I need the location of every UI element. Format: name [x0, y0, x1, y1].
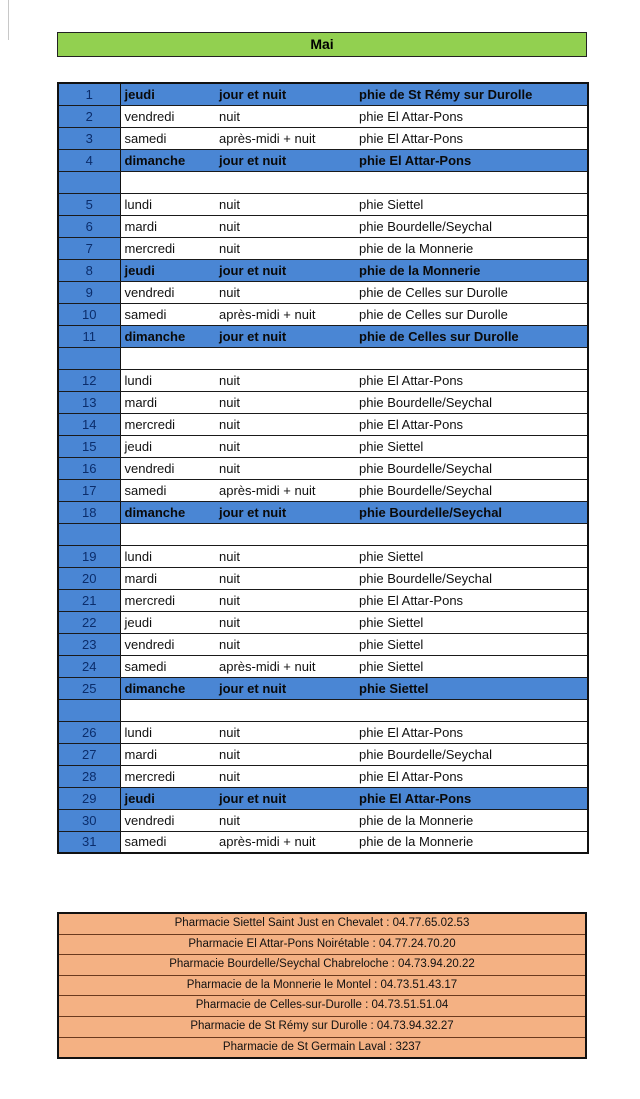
period-cell: jour et nuit	[215, 787, 355, 809]
duty-schedule-table	[57, 82, 589, 854]
period-cell: après-midi + nuit	[215, 655, 355, 677]
pharmacy-cell: phie El Attar-Pons	[355, 721, 588, 743]
period-cell: après-midi + nuit	[215, 127, 355, 149]
schedule-row	[58, 545, 588, 567]
period-cell: nuit	[215, 369, 355, 391]
period-cell: nuit	[215, 567, 355, 589]
schedule-row	[58, 501, 588, 523]
day-number-cell: 7	[58, 237, 120, 259]
day-number-cell: 23	[58, 633, 120, 655]
weekday-cell: dimanche	[120, 325, 215, 347]
weekday-cell: dimanche	[120, 677, 215, 699]
day-number-cell: 16	[58, 457, 120, 479]
pharmacy-cell: phie El Attar-Pons	[355, 765, 588, 787]
schedule-row	[58, 237, 588, 259]
day-number-cell: 17	[58, 479, 120, 501]
pharmacy-cell: phie Bourdelle/Seychal	[355, 479, 588, 501]
pharmacy-cell: phie El Attar-Pons	[355, 105, 588, 127]
weekday-cell: mardi	[120, 567, 215, 589]
period-cell: nuit	[215, 215, 355, 237]
period-cell: nuit	[215, 413, 355, 435]
pharmacy-contact-line: Pharmacie Bourdelle/Seychal Chabreloche : 04.73.94.20.22	[59, 955, 585, 976]
separator-num-cell	[58, 347, 120, 369]
pharmacy-contact-line: Pharmacie de la Monnerie le Montel : 04.73.51.43.17	[59, 976, 585, 997]
schedule-row	[58, 413, 588, 435]
weekday-cell: samedi	[120, 127, 215, 149]
page-corner-divider	[0, 0, 9, 40]
day-number-cell: 15	[58, 435, 120, 457]
period-cell: jour et nuit	[215, 149, 355, 171]
pharmacy-cell: phie Bourdelle/Seychal	[355, 567, 588, 589]
period-cell: après-midi + nuit	[215, 479, 355, 501]
pharmacy-cell: phie Bourdelle/Seychal	[355, 391, 588, 413]
schedule-row	[58, 259, 588, 281]
schedule-row	[58, 677, 588, 699]
day-number-cell: 10	[58, 303, 120, 325]
weekday-cell: vendredi	[120, 281, 215, 303]
schedule-row	[58, 831, 588, 853]
weekday-cell: vendredi	[120, 809, 215, 831]
schedule-row	[58, 611, 588, 633]
weekday-cell: mercredi	[120, 237, 215, 259]
pharmacy-contact-line: Pharmacie de St Germain Laval : 3237	[222, 1040, 422, 1053]
period-cell: nuit	[215, 743, 355, 765]
pharmacy-cell: phie El Attar-Pons	[355, 127, 588, 149]
period-cell: jour et nuit	[215, 83, 355, 105]
period-cell: jour et nuit	[215, 325, 355, 347]
weekday-cell: jeudi	[120, 611, 215, 633]
separator-num-cell	[58, 171, 120, 193]
separator-num-cell	[58, 699, 120, 721]
pharmacy-cell: phie Siettel	[355, 611, 588, 633]
period-cell: nuit	[215, 765, 355, 787]
pharmacy-cell: phie El Attar-Pons	[355, 149, 588, 171]
week-separator-row	[58, 699, 588, 721]
period-cell: nuit	[215, 391, 355, 413]
pharmacy-cell: phie de la Monnerie	[355, 831, 588, 853]
schedule-row	[58, 105, 588, 127]
weekday-cell: dimanche	[120, 149, 215, 171]
day-number-cell: 8	[58, 259, 120, 281]
period-cell: nuit	[215, 611, 355, 633]
weekday-cell: mardi	[120, 391, 215, 413]
weekday-cell: jeudi	[120, 259, 215, 281]
day-number-cell: 19	[58, 545, 120, 567]
weekday-cell: mardi	[120, 743, 215, 765]
schedule-row	[58, 215, 588, 237]
pharmacy-cell: phie de Celles sur Durolle	[355, 325, 588, 347]
period-cell: nuit	[215, 193, 355, 215]
weekday-cell: samedi	[120, 479, 215, 501]
day-number-cell: 1	[58, 83, 120, 105]
schedule-row	[58, 391, 588, 413]
pharmacy-cell: phie de la Monnerie	[355, 259, 588, 281]
pharmacy-contact-line: Pharmacie Siettel Saint Just en Chevalet : 04.77.65.02.53	[59, 914, 585, 935]
weekday-cell: jeudi	[120, 83, 215, 105]
pharmacy-cell: phie de Celles sur Durolle	[355, 281, 588, 303]
day-number-cell: 21	[58, 589, 120, 611]
day-number-cell: 22	[58, 611, 120, 633]
period-cell: nuit	[215, 457, 355, 479]
schedule-row	[58, 149, 588, 171]
pharmacy-cell: phie El Attar-Pons	[355, 369, 588, 391]
pharmacy-cell: phie Bourdelle/Seychal	[355, 501, 588, 523]
weekday-cell: lundi	[120, 193, 215, 215]
day-number-cell: 20	[58, 567, 120, 589]
pharmacy-cell: phie Siettel	[355, 193, 588, 215]
weekday-cell: samedi	[120, 655, 215, 677]
day-number-cell: 6	[58, 215, 120, 237]
weekday-cell: mardi	[120, 215, 215, 237]
pharmacy-contact-line: Pharmacie de Celles-sur-Durolle : 04.73.51.51.04	[59, 996, 585, 1017]
separator-num-cell	[58, 523, 120, 545]
period-cell: jour et nuit	[215, 259, 355, 281]
pharmacy-cell: phie de la Monnerie	[355, 237, 588, 259]
period-cell: nuit	[215, 633, 355, 655]
weekday-cell: dimanche	[120, 501, 215, 523]
schedule-row	[58, 787, 588, 809]
period-cell: nuit	[215, 809, 355, 831]
period-cell: nuit	[215, 281, 355, 303]
day-number-cell: 12	[58, 369, 120, 391]
weekday-cell: vendredi	[120, 105, 215, 127]
pharmacy-cell: phie Bourdelle/Seychal	[355, 457, 588, 479]
schedule-row	[58, 633, 588, 655]
schedule-row	[58, 127, 588, 149]
schedule-row	[58, 369, 588, 391]
pharmacy-cell: phie Bourdelle/Seychal	[355, 215, 588, 237]
period-cell: après-midi + nuit	[215, 303, 355, 325]
weekday-cell: jeudi	[120, 787, 215, 809]
weekday-cell: lundi	[120, 369, 215, 391]
day-number-cell: 28	[58, 765, 120, 787]
weekday-cell: samedi	[120, 831, 215, 853]
day-number-cell: 30	[58, 809, 120, 831]
schedule-row	[58, 589, 588, 611]
day-number-cell: 11	[58, 325, 120, 347]
period-cell: nuit	[215, 435, 355, 457]
weekday-cell: mercredi	[120, 589, 215, 611]
schedule-row	[58, 303, 588, 325]
schedule-row	[58, 567, 588, 589]
week-separator-row	[58, 347, 588, 369]
period-cell: nuit	[215, 237, 355, 259]
day-number-cell: 9	[58, 281, 120, 303]
pharmacy-cell: phie Bourdelle/Seychal	[355, 743, 588, 765]
weekday-cell: jeudi	[120, 435, 215, 457]
period-cell: jour et nuit	[215, 501, 355, 523]
week-separator-row	[58, 171, 588, 193]
weekday-cell: lundi	[120, 721, 215, 743]
separator-empty-cell	[120, 699, 588, 721]
pharmacy-cell: phie de la Monnerie	[355, 809, 588, 831]
pharmacy-cell: phie Siettel	[355, 545, 588, 567]
day-number-cell: 27	[58, 743, 120, 765]
day-number-cell: 13	[58, 391, 120, 413]
day-number-cell: 24	[58, 655, 120, 677]
period-cell: jour et nuit	[215, 677, 355, 699]
day-number-cell: 26	[58, 721, 120, 743]
pharmacy-cell: phie El Attar-Pons	[355, 589, 588, 611]
separator-empty-cell	[120, 347, 588, 369]
weekday-cell: mercredi	[120, 413, 215, 435]
schedule-row	[58, 655, 588, 677]
week-separator-row	[58, 523, 588, 545]
pharmacy-cell: phie Siettel	[355, 677, 588, 699]
day-number-cell: 4	[58, 149, 120, 171]
pharmacy-contact-line: Pharmacie de St Rémy sur Durolle : 04.73.94.32.27	[59, 1017, 585, 1038]
weekday-cell: mercredi	[120, 765, 215, 787]
schedule-row	[58, 435, 588, 457]
period-cell: nuit	[215, 589, 355, 611]
month-title: Mai	[57, 32, 587, 57]
separator-empty-cell	[120, 523, 588, 545]
schedule-row	[58, 743, 588, 765]
schedule-row	[58, 193, 588, 215]
pharmacy-cell: phie El Attar-Pons	[355, 413, 588, 435]
weekday-cell: vendredi	[120, 633, 215, 655]
weekday-cell: vendredi	[120, 457, 215, 479]
day-number-cell: 31	[58, 831, 120, 853]
day-number-cell: 2	[58, 105, 120, 127]
day-number-cell: 29	[58, 787, 120, 809]
pharmacy-cell: phie Siettel	[355, 435, 588, 457]
pharmacy-cell: phie de St Rémy sur Durolle	[355, 83, 588, 105]
pharmacy-cell: phie El Attar-Pons	[355, 787, 588, 809]
weekday-cell: lundi	[120, 545, 215, 567]
schedule-row	[58, 765, 588, 787]
schedule-row	[58, 721, 588, 743]
weekday-cell: samedi	[120, 303, 215, 325]
period-cell: nuit	[215, 721, 355, 743]
pharmacy-cell: phie Siettel	[355, 655, 588, 677]
day-number-cell: 14	[58, 413, 120, 435]
schedule-row	[58, 83, 588, 105]
day-number-cell: 25	[58, 677, 120, 699]
period-cell: nuit	[215, 105, 355, 127]
schedule-row	[58, 325, 588, 347]
pharmacy-cell: phie Siettel	[355, 633, 588, 655]
schedule-row	[58, 479, 588, 501]
pharmacy-cell: phie de Celles sur Durolle	[355, 303, 588, 325]
schedule-row	[58, 809, 588, 831]
schedule-row	[58, 457, 588, 479]
separator-empty-cell	[120, 171, 588, 193]
period-cell: après-midi + nuit	[215, 831, 355, 853]
day-number-cell: 18	[58, 501, 120, 523]
pharmacy-contact-line: Pharmacie El Attar-Pons Noirétable : 04.77.24.70.20	[59, 935, 585, 956]
period-cell: nuit	[215, 545, 355, 567]
day-number-cell: 3	[58, 127, 120, 149]
pharmacy-contacts-box	[57, 912, 587, 1059]
day-number-cell: 5	[58, 193, 120, 215]
schedule-row	[58, 281, 588, 303]
